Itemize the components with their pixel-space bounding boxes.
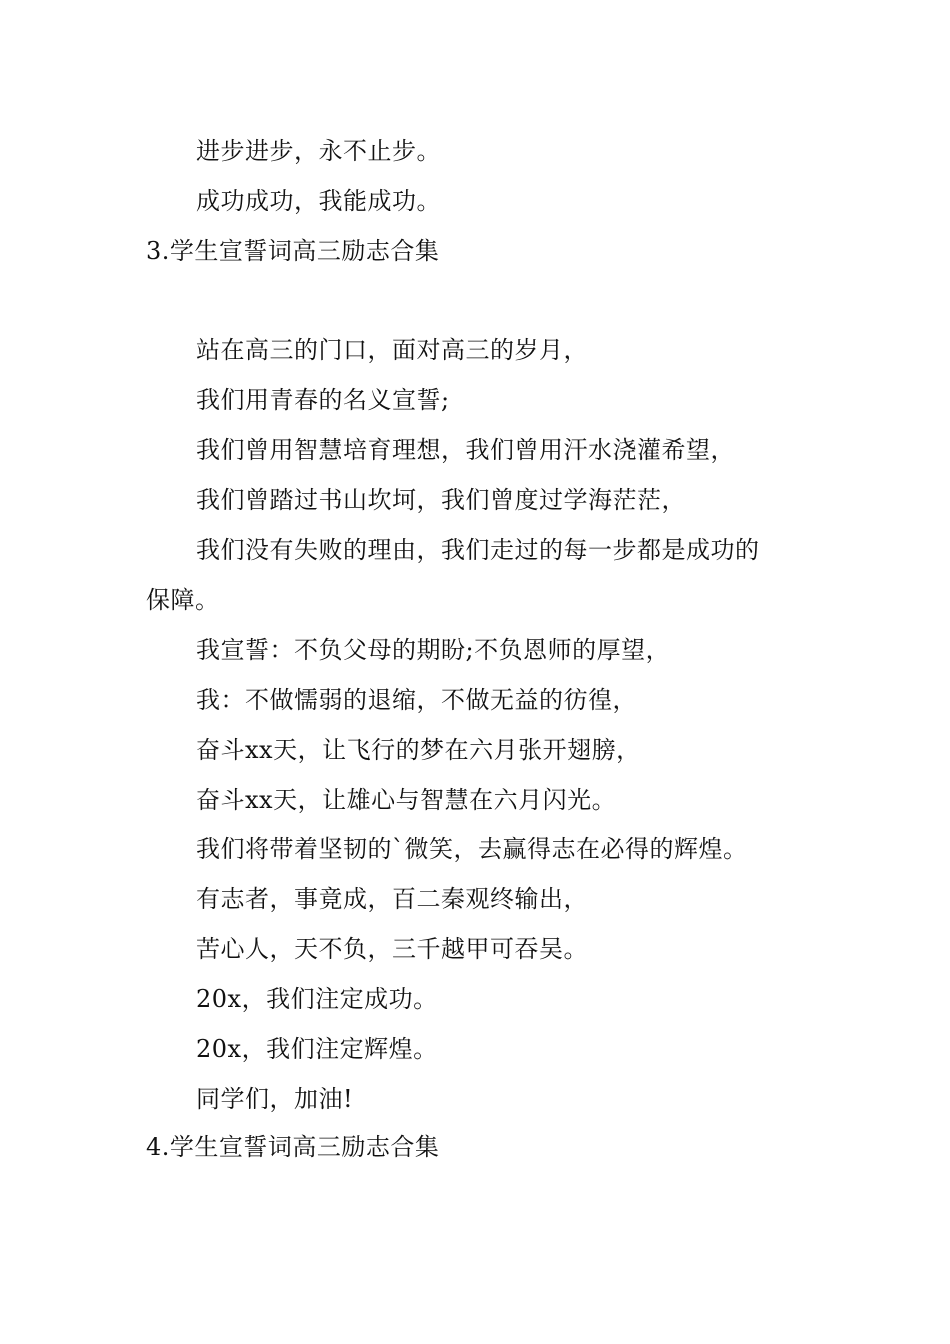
paragraph-line: 站在高三的门口，面对高三的岁月， xyxy=(196,336,588,364)
section-heading: 4.学生宣誓词高三励志合集 xyxy=(146,1133,440,1161)
paragraph-line: 同学们，加油! xyxy=(196,1085,354,1113)
paragraph-line: 我们用青春的名义宣誓; xyxy=(196,386,450,414)
section-heading: 3.学生宣誓词高三励志合集 xyxy=(146,237,440,265)
paragraph-line: 我们将带着坚韧的`微笑，去赢得志在必得的辉煌。 xyxy=(196,835,748,863)
paragraph-line: 20x，我们注定辉煌。 xyxy=(196,1035,438,1063)
paragraph-line: 我：不做懦弱的退缩，不做无益的彷徨， xyxy=(196,686,637,714)
paragraph-line: 我们曾踏过书山坎坷，我们曾度过学海茫茫， xyxy=(196,486,686,514)
paragraph-line-continued: 保障。 xyxy=(146,586,220,614)
paragraph-line: 我们曾用智慧培育理想，我们曾用汗水浇灌希望， xyxy=(196,436,735,464)
paragraph-line: 20x，我们注定成功。 xyxy=(196,985,438,1013)
paragraph-line: 奋斗xx天，让雄心与智慧在六月闪光。 xyxy=(196,786,617,814)
paragraph-line: 我宣誓：不负父母的期盼;不负恩师的厚望， xyxy=(196,636,671,664)
paragraph-line: 成功成功，我能成功。 xyxy=(196,187,441,215)
paragraph-line: 苦心人，天不负，三千越甲可吞吴。 xyxy=(196,935,588,963)
paragraph-line: 奋斗xx天，让飞行的梦在六月张开翅膀， xyxy=(196,736,641,764)
paragraph-line: 我们没有失败的理由，我们走过的每一步都是成功的 xyxy=(196,536,760,564)
paragraph-line: 进步进步，永不止步。 xyxy=(196,137,441,165)
paragraph-line: 有志者，事竟成，百二秦观终输出， xyxy=(196,885,588,913)
